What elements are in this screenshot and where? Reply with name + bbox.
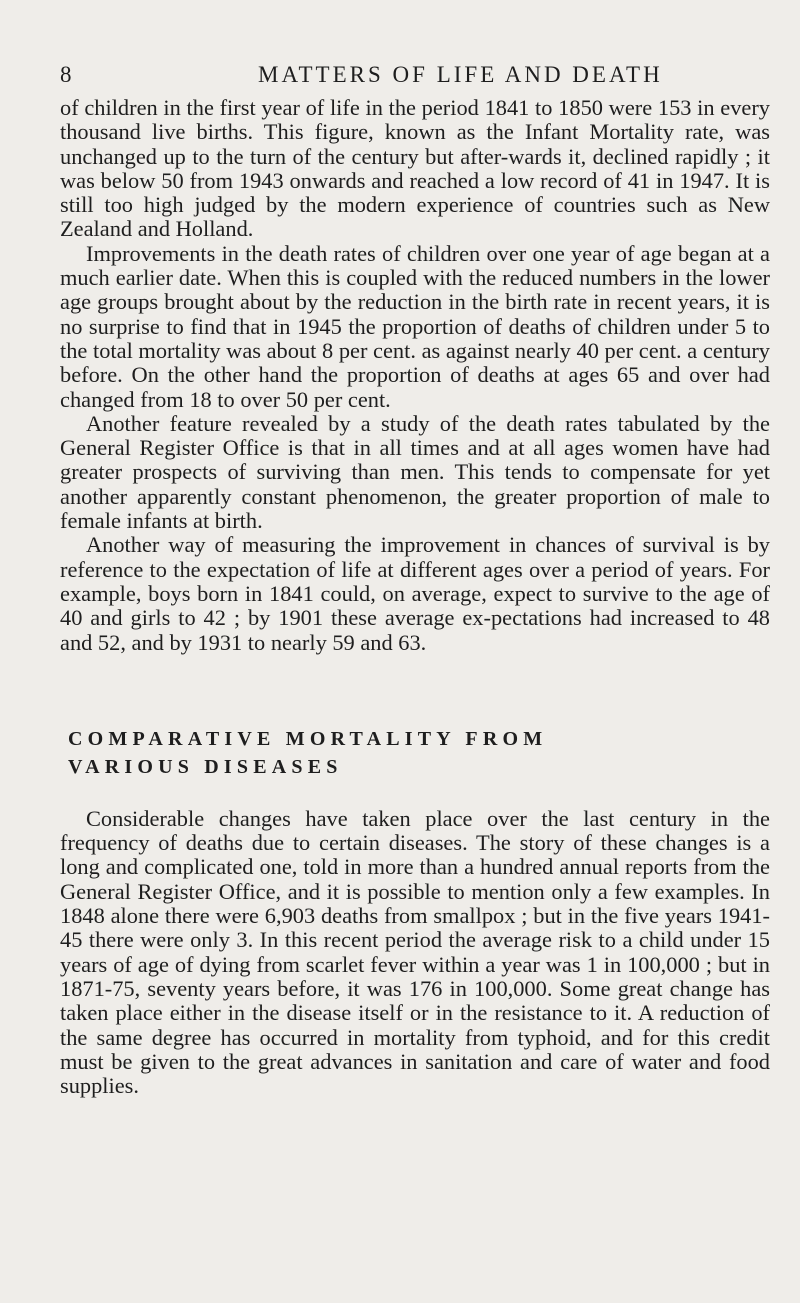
paragraph-life-expectation: Another way of measuring the improvement in chances of survival is by reference to the expectation of life at different ages over a period of years. For example, boys born in 1841 could, on average, expect to survive to the age of 40 and girls to 42 ; by 1901 these average ex-pectations had increased to 48 and 52, and by 1931 to nearly 59 and 63. — [60, 532, 770, 655]
section-heading — [60, 725, 770, 781]
paragraph-disease-changes: Considerable changes have taken place over the last century in the frequency of deaths due to certain diseases. The story of these changes is a long and complicated one, told in more than a hundred annual reports from the General Register Office, and it is possible to mention only a few examples. In 1848 alone there were 6,903 deaths from smallpox ; but in the five years 1941-45 there were only 3. In this recent period the average risk to a child under 15 years of age of dying from scarlet fever within a year was 1 in 100,000 ; but in 1871-75, seventy years before, it was 176 in 100,000. Some great change has taken place either in the disease itself or in the resistance to it. A reduction of the same degree has occurred in mortality from typhoid, and for this credit must be given to the great advances in sanitation and care of water and food supplies. — [60, 805, 770, 1099]
running-title: MATTERS OF LIFE AND DEATH — [258, 62, 663, 87]
section-body — [60, 807, 770, 1099]
page-number: 8 — [60, 62, 72, 87]
section-heading-line-1: COMPARATIVE MORTALITY FROM — [68, 727, 548, 750]
main-text — [60, 96, 770, 1098]
section-heading-line-2: VARIOUS DISEASES — [68, 755, 343, 778]
paragraph-child-death-rates: Improvements in the death rates of children over one year of age began at a much earlier date. When this is coupled with the reduced numbers in the lower age groups brought about by the reduction in the birth rate in recent years, it is no surprise to find that in 1945 the proportion of deaths of children under 5 to the total mortality was about 8 per cent. as against nearly 40 per cent. a century before. On the other hand the proportion of deaths at ages 65 and over had changed from 18 to over 50 per cent. — [60, 240, 770, 412]
running-header — [60, 0, 770, 96]
paragraph-women-survival: Another feature revealed by a study of the death rates tabulated by the General Register Office is that in all times and at all ages women have had greater prospects of surviving than men. This tends to compensate for yet another apparently constant phenomenon, the greater proportion of male to female infants at birth. — [60, 410, 770, 534]
paragraph-infant-mortality: of children in the first year of life in the period 1841 to 1850 were 153 in every thousand live births. This figure, known as the Infant Mortality rate, was unchanged up to the turn of the century but after-wards it, declined rapidly ; it was below 50 from 1943 onwards and reached a low record of 41 in 1947. It is still too high judged by the modern experience of countries such as New Zealand and Holland. — [60, 95, 770, 242]
